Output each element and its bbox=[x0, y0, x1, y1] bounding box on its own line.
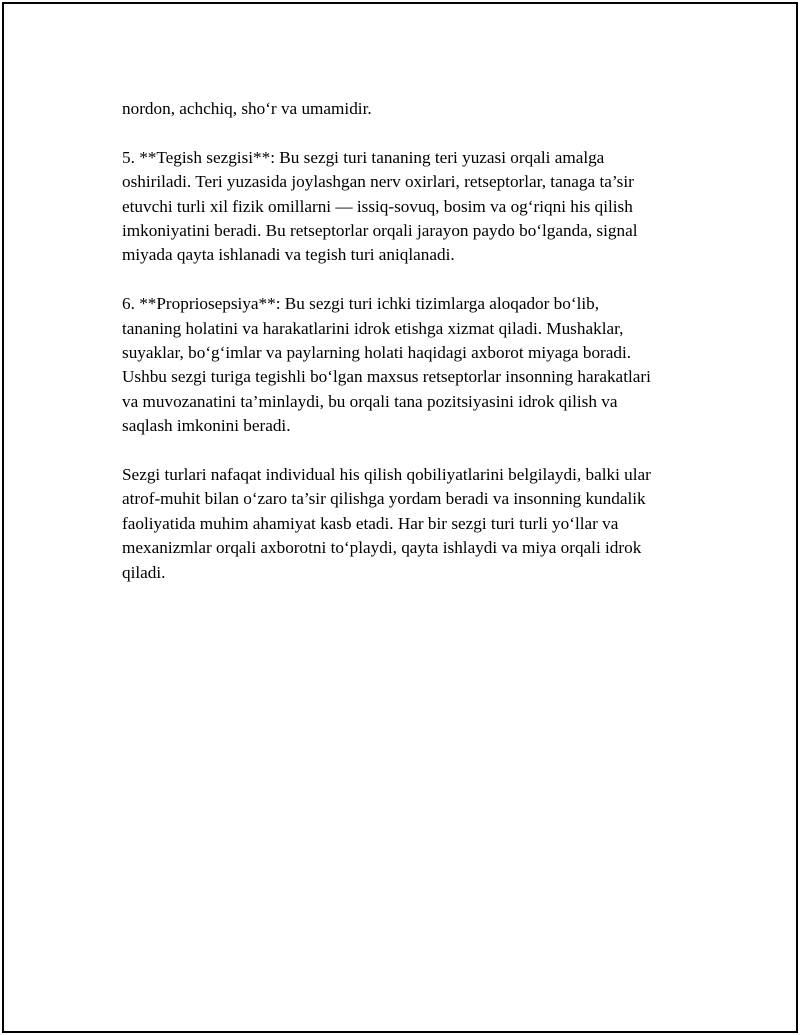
paragraph-continuation: nordon, achchiq, sho‘r va umamidir. bbox=[122, 99, 372, 118]
page-frame bbox=[2, 2, 798, 1033]
paragraph-conclusion: Sezgi turlari nafaqat individual his qilish qobiliyatlarini belgilaydi, balki ular atrof-muhit bilan o‘zaro ta’sir qilishga yordam beradi va insonning kundalik faoliyatida muhim ahamiyat kasb etadi. Har bir sezgi turi turli yo‘llar va mexanizmlar orqali axborotni to‘playdi, qayta ishlaydi va miya orqali idrok qiladi. bbox=[122, 465, 651, 582]
document-body bbox=[122, 97, 702, 609]
paragraph-proprioception: 6. **Propriosepsiya**: Bu sezgi turi ichki tizimlarga aloqador bo‘lib, tananing holatini va harakatlarini idrok etishga xizmat qiladi. Mushaklar, suyaklar, bo‘g‘imlar va paylarning holati haqidagi axborot miyaga boradi. Ushbu sezgi turiga tegishli bo‘lgan maxsus retseptorlar insonning harakatlari va muvozanatini ta’minlaydi, bu orqali tana pozitsiyasini idrok qilish va saqlash imkonini beradi. bbox=[122, 294, 651, 436]
paragraph-touch-sense: 5. **Tegish sezgisi**: Bu sezgi turi tananing teri yuzasi orqali amalga oshiriladi. Teri yuzasida joylashgan nerv oxirlari, retseptorlar, tanaga ta’sir etuvchi turli xil fizik omillarni — issiq-sovuq, bosim va og‘riqni his qilish imkoniyatini beradi. Bu retseptorlar orqali jarayon paydo bo‘lganda, signal miyada qayta ishlanadi va tegish turi aniqlanadi. bbox=[122, 147, 638, 265]
